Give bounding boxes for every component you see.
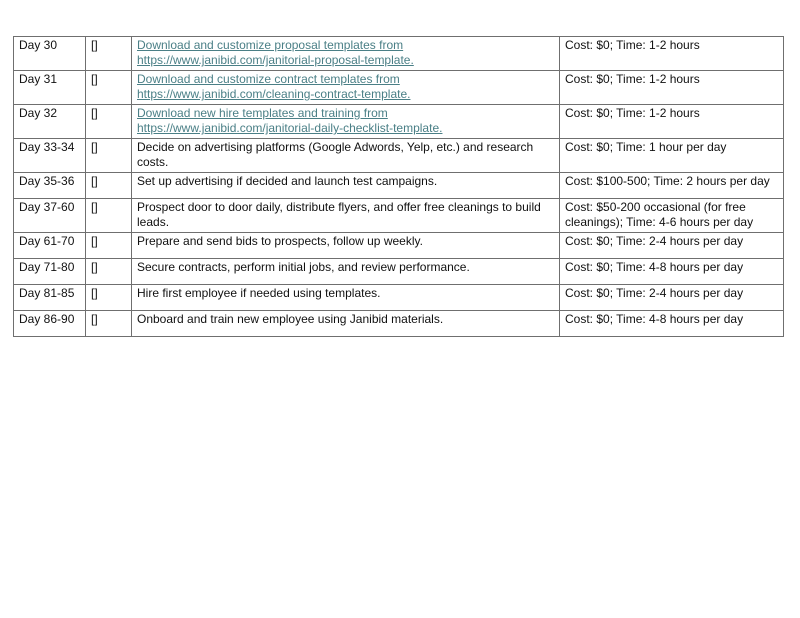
cost-cell: Cost: $0; Time: 1 hour per day [560, 139, 784, 173]
day-cell: Day 37-60 [14, 199, 86, 233]
task-cell: Prepare and send bids to prospects, follow up weekly. [132, 233, 560, 259]
task-cell: Prospect door to door daily, distribute flyers, and offer free cleanings to build leads. [132, 199, 560, 233]
day-cell: Day 61-70 [14, 233, 86, 259]
checkbox-cell[interactable]: [] [86, 199, 132, 233]
day-cell: Day 32 [14, 105, 86, 139]
checkbox-cell[interactable]: [] [86, 233, 132, 259]
day-cell: Day 33-34 [14, 139, 86, 173]
cost-cell: Cost: $0; Time: 2-4 hours per day [560, 285, 784, 311]
checkbox-cell[interactable]: [] [86, 173, 132, 199]
checkbox-cell[interactable]: [] [86, 37, 132, 71]
task-cell: Set up advertising if decided and launch test campaigns. [132, 173, 560, 199]
task-cell: Hire first employee if needed using templates. [132, 285, 560, 311]
cost-cell: Cost: $0; Time: 1-2 hours [560, 105, 784, 139]
cost-cell: Cost: $50-200 occasional (for free cleanings); Time: 4-6 hours per day [560, 199, 784, 233]
table-row [14, 71, 784, 105]
cost-cell: Cost: $0; Time: 4-8 hours per day [560, 311, 784, 337]
day-cell: Day 86-90 [14, 311, 86, 337]
cost-cell: Cost: $0; Time: 4-8 hours per day [560, 259, 784, 285]
task-cell: Secure contracts, perform initial jobs, and review performance. [132, 259, 560, 285]
table-row [14, 259, 784, 285]
table-row [14, 105, 784, 139]
template-link[interactable]: Download new hire templates and training from https://www.janibid.com/janitorial-daily-checklist-template. [137, 106, 443, 135]
day-cell: Day 81-85 [14, 285, 86, 311]
template-link[interactable]: Download and customize proposal templates from https://www.janibid.com/janitorial-proposal-template. [137, 38, 414, 67]
checkbox-cell[interactable]: [] [86, 139, 132, 173]
checkbox-cell[interactable]: [] [86, 71, 132, 105]
cost-cell: Cost: $0; Time: 1-2 hours [560, 37, 784, 71]
cost-cell: Cost: $0; Time: 2-4 hours per day [560, 233, 784, 259]
cost-cell: Cost: $0; Time: 1-2 hours [560, 71, 784, 105]
table-row [14, 37, 784, 71]
table-row [14, 173, 784, 199]
template-link[interactable]: Download and customize contract templates from https://www.janibid.com/cleaning-contract-template. [137, 72, 411, 101]
task-cell: Onboard and train new employee using Janibid materials. [132, 311, 560, 337]
day-cell: Day 71-80 [14, 259, 86, 285]
task-cell: Decide on advertising platforms (Google Adwords, Yelp, etc.) and research costs. [132, 139, 560, 173]
task-cell [132, 105, 560, 139]
table-row [14, 285, 784, 311]
cost-cell: Cost: $100-500; Time: 2 hours per day [560, 173, 784, 199]
day-cell: Day 31 [14, 71, 86, 105]
checkbox-cell[interactable]: [] [86, 285, 132, 311]
checkbox-cell[interactable]: [] [86, 259, 132, 285]
table-row [14, 139, 784, 173]
checkbox-cell[interactable]: [] [86, 311, 132, 337]
table-row [14, 199, 784, 233]
task-cell [132, 37, 560, 71]
table-row [14, 233, 784, 259]
plan-table [13, 36, 784, 337]
day-cell: Day 35-36 [14, 173, 86, 199]
table-row [14, 311, 784, 337]
checkbox-cell[interactable]: [] [86, 105, 132, 139]
day-cell: Day 30 [14, 37, 86, 71]
task-cell [132, 71, 560, 105]
